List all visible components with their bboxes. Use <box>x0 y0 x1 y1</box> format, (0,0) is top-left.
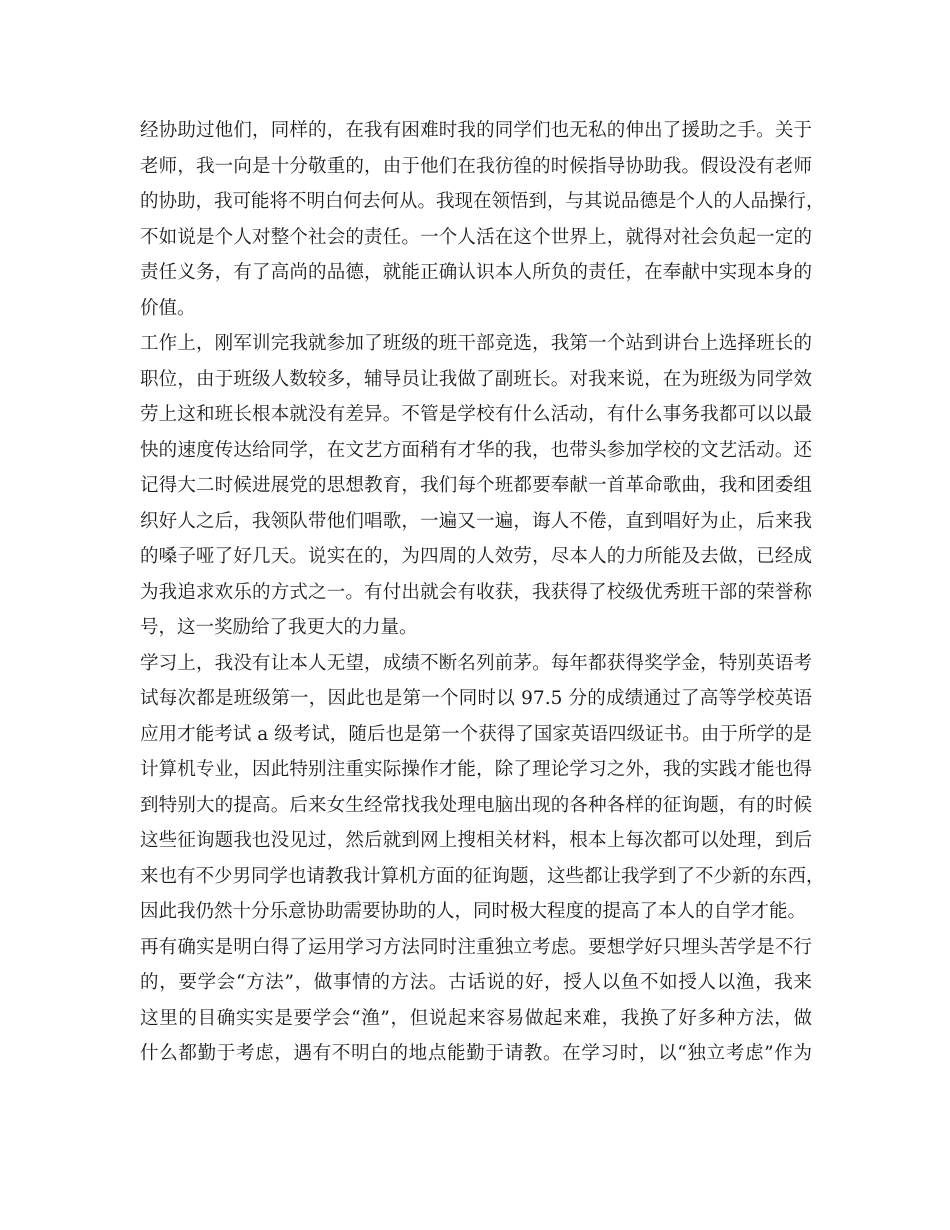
paragraph-morality <box>140 113 825 326</box>
text-line: 这些征询题我也没见过，然后就到网上搜相关材料，根本上每次都可以处理，到后 <box>140 830 812 851</box>
text-line: 到特别大的提高。后来女生经常找我处理电脑出现的各种各样的征询题，有的时候 <box>140 794 812 816</box>
text-line: 工作上，刚军训完我就参加了班级的班干部竞选，我第一个站到讲台上选择班长的 <box>140 333 812 354</box>
text-line: 因此我仍然十分乐意协助需要协助的人，同时极大程度的提高了本人的自学才能。 <box>140 901 807 922</box>
document-body <box>140 113 825 1072</box>
text-line: 计算机专业，因此特别注重实际操作才能，除了理论学习之外，我的实践才能也得 <box>140 759 812 780</box>
text-line: 学习上，我没有让本人无望，成绩不断名列前茅。每年都获得奖学金，特别英语考 <box>140 652 812 674</box>
text-line: 劳上这和班长根本就没有差异。不管是学校有什么活动，有什么事务我都可以以最 <box>140 404 812 425</box>
text-line: 来也有不少男同学也请教我计算机方面的征询题，这些都让我学到了不少新的东西， <box>140 865 825 887</box>
text-line: 职位，由于班级人数较多，辅导员让我做了副班长。对我来说，在为班级为同学效 <box>140 368 812 390</box>
text-line: 的协助，我可能将不明白何去何从。我现在领悟到，与其说品德是个人的人品操行， <box>140 191 825 212</box>
text-line: 价值。 <box>140 297 196 319</box>
paragraph-study <box>140 646 825 930</box>
text-line: 老师，我一向是十分敬重的，由于他们在我彷徨的时候指导协助我。假设没有老师 <box>140 155 812 177</box>
text-line: 责任义务，有了高尚的品德，就能正确认识本人所负的责任，在奉献中实现本身的 <box>140 262 812 283</box>
paragraph-work <box>140 326 812 646</box>
text-line: 这里的目确实实是要学会“渔”，但说起来容易做起来难，我换了好多种方法，做 <box>140 1007 812 1029</box>
text-line: 试每次都是班级第一，因此也是第一个同时以 97.5 分的成绩通过了高等学校英语 <box>140 688 812 709</box>
text-line: 再有确实是明白得了运用学习方法同时注重独立考虑。要想学好只埋头苦学是不行 <box>140 936 812 958</box>
text-line: 经协助过他们，同样的，在我有困难时我的同学们也无私的伸出了援助之手。关于 <box>140 120 812 141</box>
text-line: 不如说是个人对整个社会的责任。一个人活在这个世界上，就得对社会负起一定的 <box>140 226 812 248</box>
text-line: 织好人之后，我领队带他们唱歌，一遍又一遍，诲人不倦，直到唱好为止，后来我 <box>140 510 812 532</box>
text-line: 的嗓子哑了好几天。说实在的，为四周的人效劳，尽本人的力所能及去做，已经成 <box>140 546 812 567</box>
text-line: 记得大二时候进展党的思想教育，我们每个班都要奉献一首革命歌曲，我和团委组 <box>140 475 812 496</box>
text-line: 的，要学会“方法”，做事情的方法。古话说的好，授人以鱼不如授人以渔，我来 <box>140 972 812 993</box>
text-line: 号，这一奖励给了我更大的力量。 <box>140 617 418 638</box>
text-line: 应用才能考试 a 级考试，随后也是第一个获得了国家英语四级证书。由于所学的是 <box>140 723 812 745</box>
text-line: 为我追求欢乐的方式之一。有付出就会有收获，我获得了校级优秀班干部的荣誉称 <box>140 581 812 603</box>
text-line: 快的速度传达给同学，在文艺方面稍有才华的我，也带头参加学校的文艺活动。还 <box>140 439 812 461</box>
paragraph-method <box>140 930 812 1072</box>
text-line: 什么都勤于考虑，遇有不明白的地点能勤于请教。在学习时，以“独立考虑”作为 <box>140 1043 812 1064</box>
